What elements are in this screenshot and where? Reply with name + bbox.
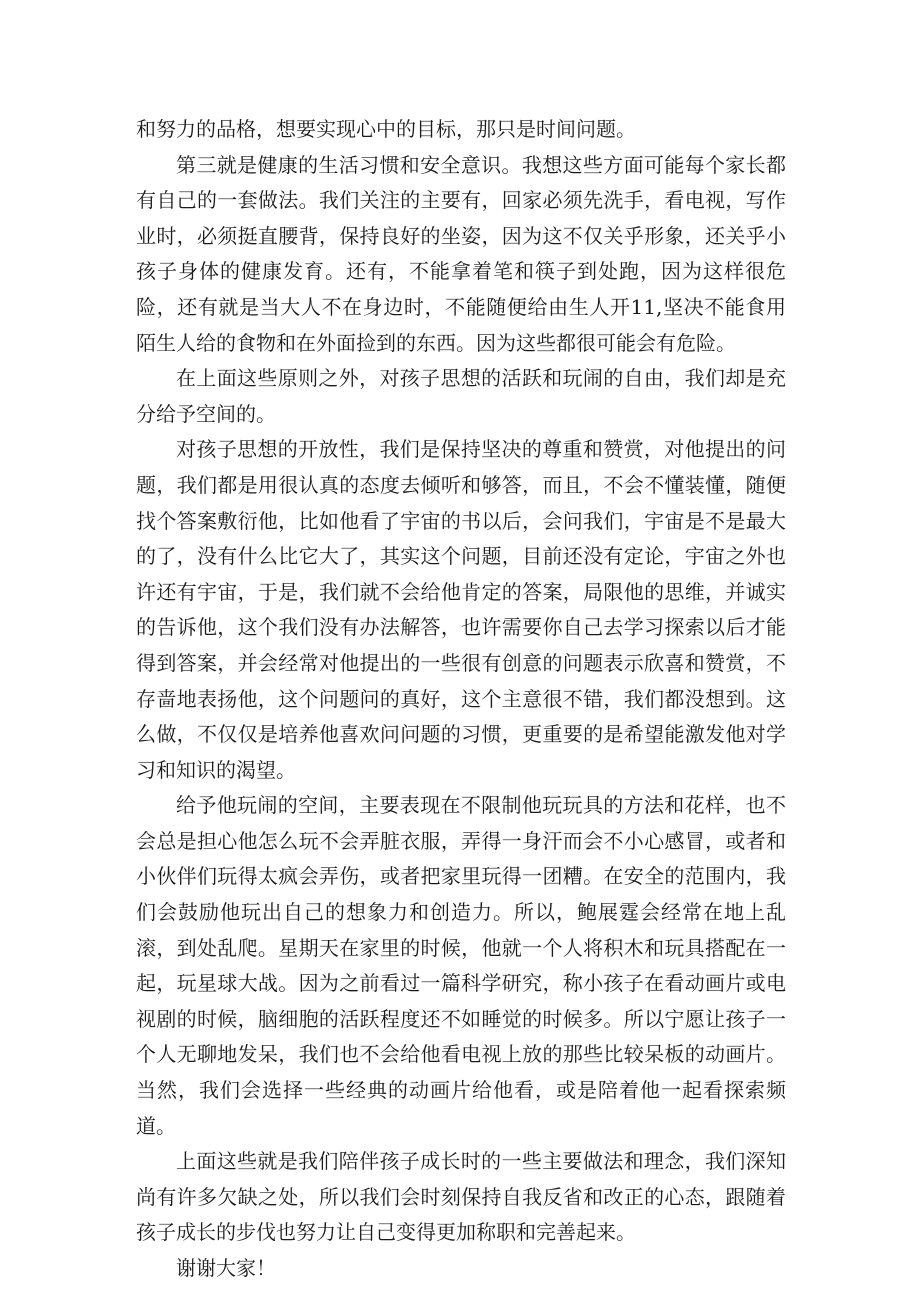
paragraph-summary: 上面这些就是我们陪伴孩子成长时的一些主要做法和理念，我们深知尚有许多欠缺之处，所以我们会时刻保持自我反省和改正的心态，跟随着孩子成长的步伐也努力让自己变得更加称职和完善起来。 — [136, 1149, 786, 1245]
paragraph-continuation: 和努力的品格，想要实现心中的目标，那只是时间问题。 — [136, 117, 636, 141]
document-page — [136, 112, 786, 1287]
paragraph-freedom-space: 在上面这些原则之外，对孩子思想的活跃和玩闹的自由，我们却是充分给予空间的。 — [136, 366, 786, 426]
paragraph-health-habits: 第三就是健康的生活习惯和安全意识。我想这些方面可能每个家长都有自己的一套做法。我们关注的主要有，回家必须先洗手，看电视，写作业时，必须挺直腰背，保持良好的坐姿，因为这不仅关乎形象，还关乎小孩子身体的健康发育。还有，不能拿着笔和筷子到处跑，因为这样很危险，还有就是当大人不在身边时，不能随便给由生人开11,坚决不能食用陌生人给的食物和在外面捡到的东西。因为这些都很可能会有危险。 — [136, 152, 786, 355]
paragraph-play-space: 给予他玩闹的空间，主要表现在不限制他玩玩具的方法和花样，也不会总是担心他怎么玩不会弄脏衣服，弄得一身汗而会不小心感冒，或者和小伙伴们玩得太疯会弄伤，或者把家里玩得一团糟。在安全的范围内，我们会鼓励他玩出自己的想象力和创造力。所以，鲍展霆会经常在地上乱滚，到处乱爬。星期天在家里的时候，他就一个人将积木和玩具搭配在一起，玩星球大战。因为之前看过一篇科学研究，称小孩子在看动画片或电视剧的时候，脑细胞的活跃程度还不如睡觉的时候多。所以宁愿让孩子一个人无聊地发呆，我们也不会给他看电视上放的那些比较呆板的动画片。当然，我们会选择一些经典的动画片给他看，或是陪着他一起看探索频道。 — [136, 793, 786, 1138]
paragraph-thanks: 谢谢大家！ — [176, 1256, 276, 1280]
paragraph-open-thinking: 对孩子思想的开放性，我们是保持坚决的尊重和赞赏，对他提出的问题，我们都是用很认真的态度去倾听和够答，而且，不会不懂装懂，随便找个答案敷衍他，比如他看了宇宙的书以后，会问我们，宇宙是不是最大的了，没有什么比它大了，其实这个问题，目前还没有定论，宇宙之外也许还有宇宙，于是，我们就不会给他肯定的答案，局限他的思维，并诚实的告诉他，这个我们没有办法解答，也许需要你自己去学习探索以后才能得到答案，并会经常对他提出的一些很有创意的问题表示欣喜和赞赏，不存啬地表扬他，这个问题问的真好，这个主意很不错，我们都没想到。这么做，不仅仅是培养他喜欢问问题的习惯，更重要的是希望能激发他对学习和知识的渴望。 — [136, 437, 786, 782]
